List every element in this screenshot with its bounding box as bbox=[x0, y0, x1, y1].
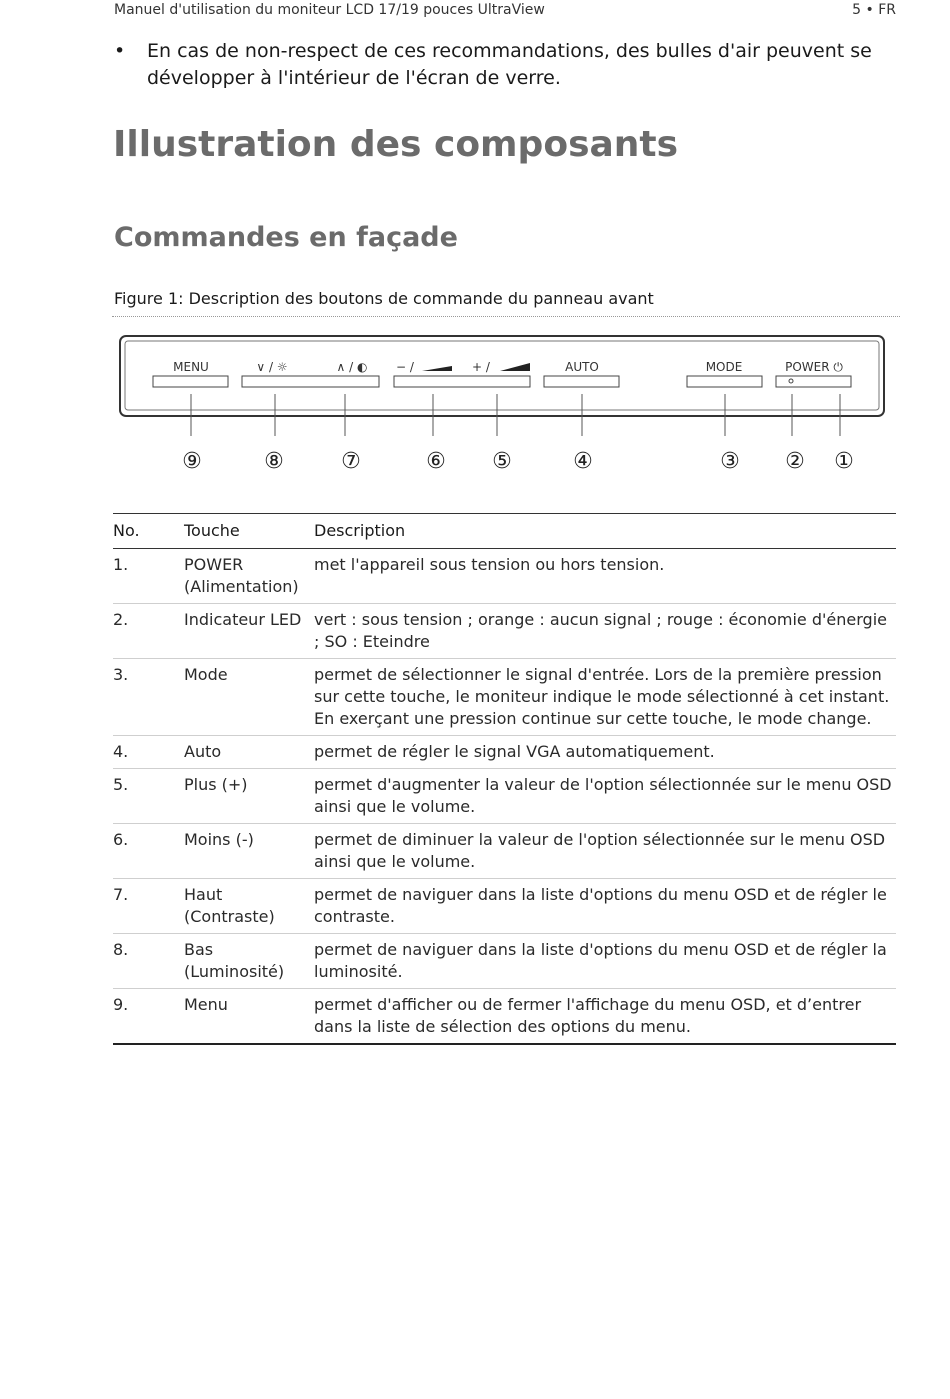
table-row bbox=[113, 769, 896, 824]
label-auto: AUTO bbox=[565, 360, 599, 374]
cell-no: 8. bbox=[113, 934, 184, 989]
label-plus: + / bbox=[472, 360, 490, 374]
front-panel-figure bbox=[112, 328, 900, 488]
cell-no: 9. bbox=[113, 989, 184, 1045]
cell-no: 4. bbox=[113, 736, 184, 769]
label-minus: − / bbox=[396, 360, 414, 374]
cell-key: Plus (+) bbox=[184, 769, 314, 824]
cell-desc: permet de sélectionner le signal d'entrée. Lors de la première pression sur cette touche, le moniteur indique le mode sélectionné à cet instant. En exerçant une pression continue sur cette touche, le mode change. bbox=[314, 659, 896, 736]
bullet-marker: • bbox=[114, 40, 126, 62]
running-header-title: Manuel d'utilisation du moniteur LCD 17/19 pouces UltraView bbox=[114, 2, 545, 18]
cell-key: Mode bbox=[184, 659, 314, 736]
figure-caption: Figure 1: Description des boutons de commande du panneau avant bbox=[114, 289, 654, 308]
cell-key: Moins (-) bbox=[184, 824, 314, 879]
callout-1: ① bbox=[834, 449, 854, 474]
table-header-row bbox=[113, 514, 896, 549]
header-touche: Touche bbox=[184, 514, 314, 549]
cell-no: 1. bbox=[113, 549, 184, 604]
cell-desc: vert : sous tension ; orange : aucun signal ; rouge : économie d'énergie ; SO : Eteindre bbox=[314, 604, 896, 659]
cell-key: Indicateur LED bbox=[184, 604, 314, 659]
callout-9: ⑨ bbox=[182, 449, 202, 474]
section-title: Illustration des composants bbox=[113, 124, 679, 165]
label-mode: MODE bbox=[705, 360, 743, 374]
cell-desc: permet de régler le signal VGA automatiquement. bbox=[314, 736, 896, 769]
cell-key: Haut (Contraste) bbox=[184, 879, 314, 934]
table-row bbox=[113, 824, 896, 879]
table-row bbox=[113, 659, 896, 736]
cell-desc: permet de diminuer la valeur de l'option sélectionnée sur le menu OSD ainsi que le volume. bbox=[314, 824, 896, 879]
cell-desc: permet de naviguer dans la liste d'options du menu OSD et de régler la luminosité. bbox=[314, 934, 896, 989]
cell-no: 6. bbox=[113, 824, 184, 879]
table-row bbox=[113, 879, 896, 934]
label-down-brightness: ∨ / ☼ bbox=[256, 360, 288, 374]
table-row bbox=[113, 736, 896, 769]
caption-divider bbox=[112, 316, 900, 317]
front-panel-diagram bbox=[112, 328, 900, 488]
cell-no: 7. bbox=[113, 879, 184, 934]
table-row bbox=[113, 604, 896, 659]
callout-3: ③ bbox=[720, 449, 740, 474]
bullet-item bbox=[114, 38, 874, 92]
table-row bbox=[113, 934, 896, 989]
cell-key: POWER (Alimentation) bbox=[184, 549, 314, 604]
callout-4: ④ bbox=[573, 449, 593, 474]
label-power: POWER ⏻ bbox=[785, 360, 843, 374]
cell-desc: permet d'augmenter la valeur de l'option sélectionnée sur le menu OSD ainsi que le volume. bbox=[314, 769, 896, 824]
callout-8: ⑧ bbox=[264, 449, 284, 474]
header-no: No. bbox=[113, 514, 184, 549]
cell-no: 5. bbox=[113, 769, 184, 824]
cell-no: 2. bbox=[113, 604, 184, 659]
label-menu: MENU bbox=[173, 360, 209, 374]
cell-key: Auto bbox=[184, 736, 314, 769]
callout-6: ⑥ bbox=[426, 449, 446, 474]
button-description-table bbox=[113, 513, 896, 1045]
cell-desc: met l'appareil sous tension ou hors tension. bbox=[314, 549, 896, 604]
table-row bbox=[113, 549, 896, 604]
header-description: Description bbox=[314, 514, 896, 549]
cell-key: Bas (Luminosité) bbox=[184, 934, 314, 989]
cell-no: 3. bbox=[113, 659, 184, 736]
callout-7: ⑦ bbox=[341, 449, 361, 474]
cell-key: Menu bbox=[184, 989, 314, 1045]
label-up-contrast: ∧ / ◐ bbox=[336, 360, 368, 374]
bullet-text: En cas de non-respect de ces recommandations, des bulles d'air peuvent se développer à l'intérieur de l'écran de verre. bbox=[147, 40, 872, 89]
page-number: 5 • FR bbox=[852, 2, 896, 18]
callout-5: ⑤ bbox=[492, 449, 512, 474]
callout-2: ② bbox=[785, 449, 805, 474]
cell-desc: permet de naviguer dans la liste d'options du menu OSD et de régler le contraste. bbox=[314, 879, 896, 934]
subsection-title: Commandes en façade bbox=[114, 222, 458, 253]
cell-desc: permet d'afficher ou de fermer l'affichage du menu OSD, et d’entrer dans la liste de sélection des options du menu. bbox=[314, 989, 896, 1045]
table-row bbox=[113, 989, 896, 1045]
